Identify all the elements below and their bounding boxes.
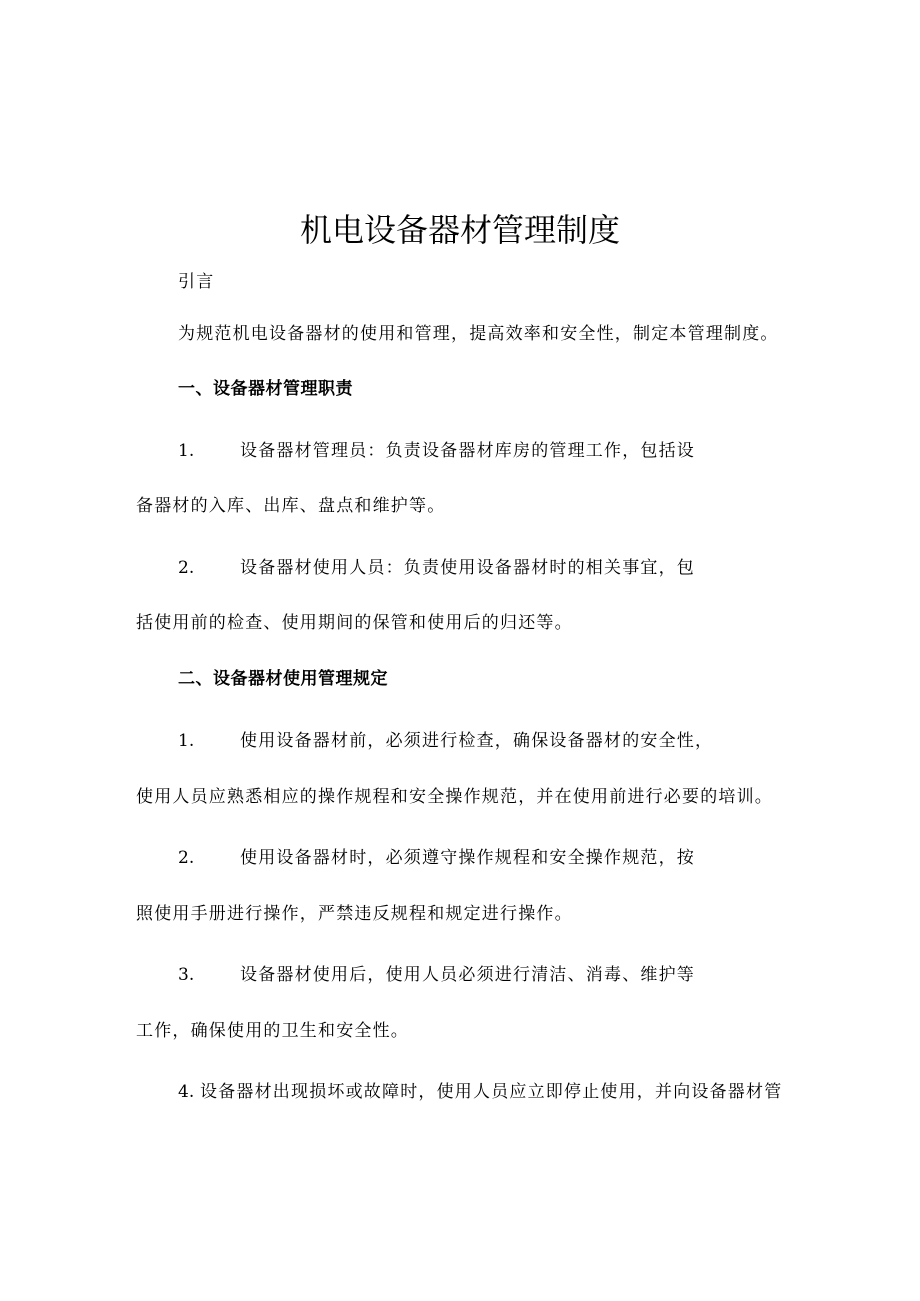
section1-heading: 一、设备器材管理职责 xyxy=(178,379,353,399)
section2-item2-line2: 照使用手册进行操作，严禁违反规程和规定进行操作。 xyxy=(136,904,573,924)
section2-item3-line1: 设备器材使用后，使用人员必须进行清洁、消毒、维护等 xyxy=(240,965,695,985)
section2-item1-line1: 使用设备器材前，必须进行检查，确保设备器材的安全性， xyxy=(240,731,714,751)
section2-heading: 二、设备器材使用管理规定 xyxy=(178,669,388,689)
section1-item1-line1: 设备器材管理员：负责设备器材库房的管理工作，包括设 xyxy=(240,441,695,461)
section2-item4-number: 4. xyxy=(178,1082,195,1102)
section1-item2-number: 2. xyxy=(178,558,195,578)
section2-item1-line2: 使用人员应熟悉相应的操作规程和安全操作规范，并在使用前进行必要的培训。 xyxy=(136,787,773,807)
section2-item3-number: 3. xyxy=(178,965,195,985)
section1-item1-line2: 备器材的入库、出库、盘点和维护等。 xyxy=(136,496,446,516)
section1-item1-number: 1. xyxy=(178,441,195,461)
intro-label: 引言 xyxy=(178,272,215,292)
section1-item2-line1: 设备器材使用人员：负责使用设备器材时的相关事宜，包 xyxy=(240,558,695,578)
section2-item3-line2: 工作，确保使用的卫生和安全性。 xyxy=(136,1021,409,1041)
document-title: 机电设备器材管理制度 xyxy=(299,211,620,249)
section2-item1-number: 1. xyxy=(178,731,195,751)
section2-item2-number: 2. xyxy=(178,848,195,868)
section2-item4-line1: 设备器材出现损坏或故障时，使用人员应立即停止使用，并向设备器材管 xyxy=(200,1082,783,1102)
intro-text: 为规范机电设备器材的使用和管理，提高效率和安全性，制定本管理制度。 xyxy=(178,324,779,344)
section2-item2-line1: 使用设备器材时，必须遵守操作规程和安全操作规范，按 xyxy=(240,848,695,868)
section1-item2-line2: 括使用前的检查、使用期间的保管和使用后的归还等。 xyxy=(136,613,573,633)
